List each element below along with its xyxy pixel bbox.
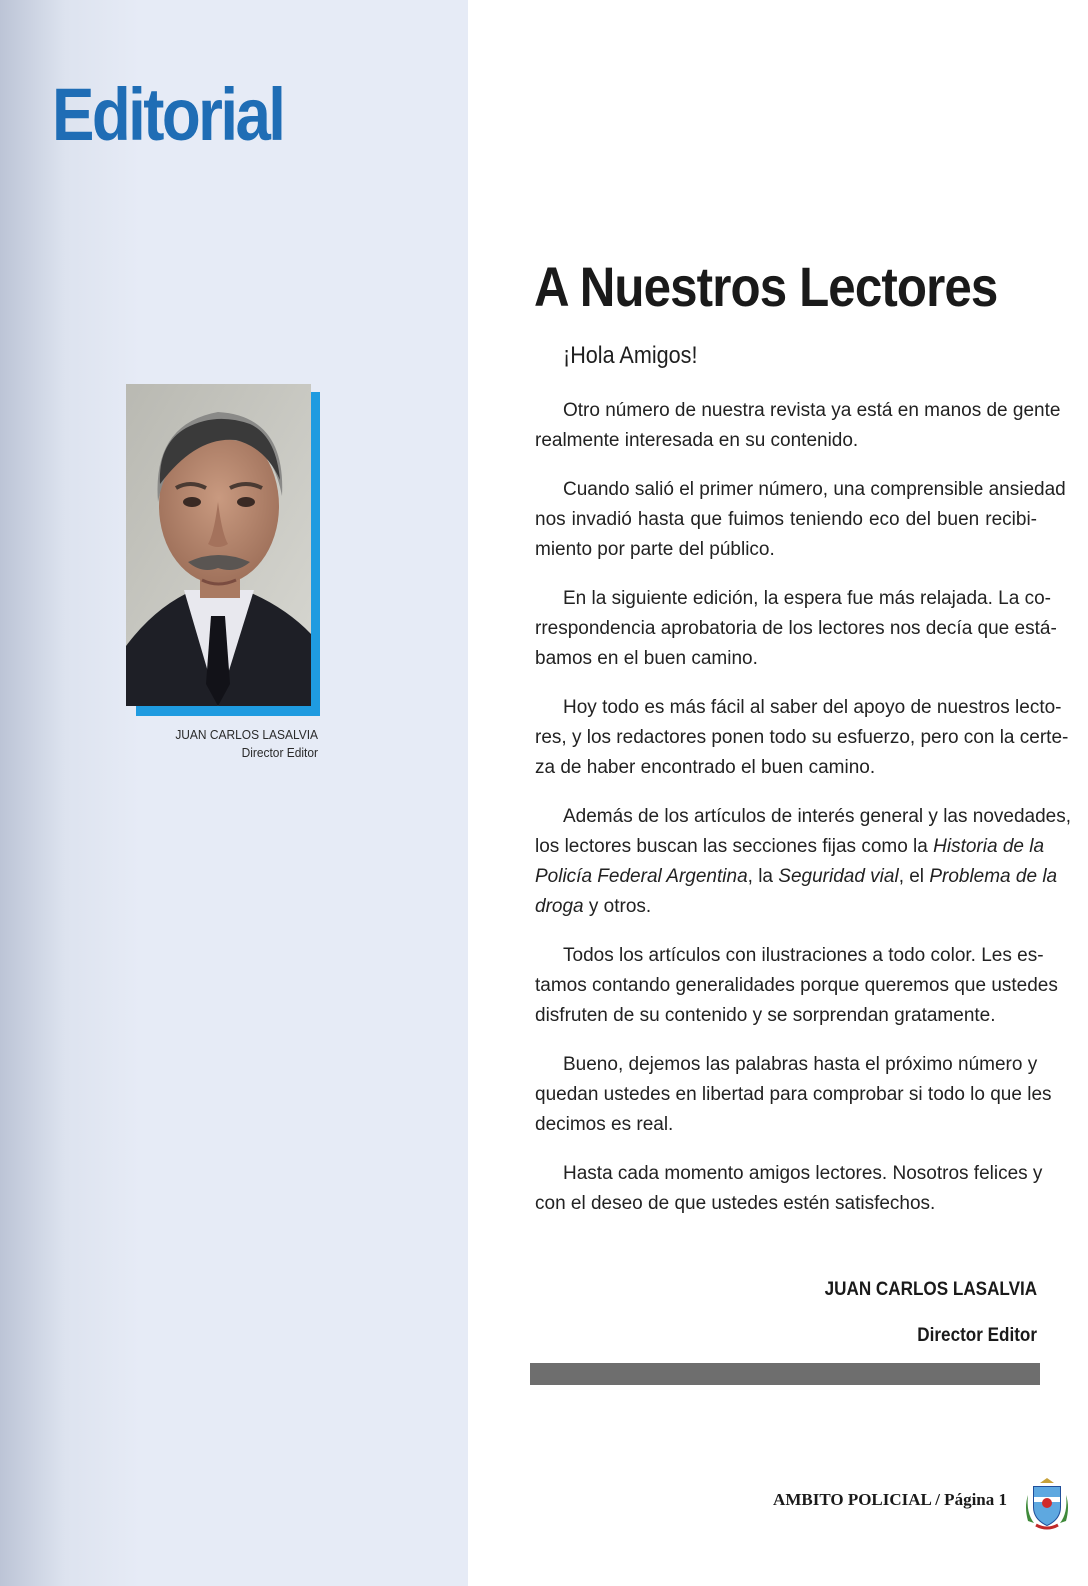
closing-rule — [530, 1363, 1040, 1385]
article-line: miento por parte del público. — [535, 539, 775, 560]
article-line: decimos es real. — [535, 1114, 674, 1135]
portrait-illustration — [126, 384, 311, 706]
article-paragraph — [535, 941, 1058, 1031]
article-paragraph — [535, 802, 1072, 922]
article-paragraph — [535, 1050, 1052, 1140]
article-paragraph — [535, 584, 1057, 674]
caption-name: JUAN CARLOS LASALVIA — [175, 727, 318, 742]
article-line: tamos contando generalidades porque queremos que ustedes — [535, 975, 1058, 996]
article-paragraph — [535, 475, 1066, 565]
article-title: A Nuestros Lectores — [534, 255, 998, 318]
article-paragraph — [535, 396, 1061, 456]
sidebar-panel — [0, 0, 468, 1586]
author-photo — [126, 384, 311, 706]
article-line: disfruten de su contenido y se sorprendan gratamente. — [535, 1005, 996, 1026]
article-line: droga y otros. — [535, 896, 652, 917]
caption-role: Director Editor — [241, 745, 318, 760]
article-line: za de haber encontrado el buen camino. — [535, 757, 876, 778]
article-body — [535, 396, 1072, 1238]
author-photo-frame — [126, 384, 320, 716]
article-line: Otro número de nuestra revista ya está en manos de gente — [563, 400, 1061, 421]
police-crest-icon — [1022, 1477, 1072, 1531]
article-line: con el deseo de que ustedes estén satisfechos. — [535, 1193, 936, 1214]
article-line: Además de los artículos de interés general y las novedades, — [563, 806, 1072, 827]
signature-role: Director Editor — [917, 1325, 1037, 1346]
article-line: Hoy todo es más fácil al saber del apoyo de nuestros lecto- — [563, 697, 1062, 718]
article-line: Bueno, dejemos las palabras hasta el próximo número y — [563, 1054, 1038, 1075]
article-line: los lectores buscan las secciones fijas como la Historia de la — [535, 836, 1045, 857]
signature-name: JUAN CARLOS LASALVIA — [824, 1279, 1037, 1300]
article-line: nos invadió hasta que fuimos teniendo eco del buen recibi- — [535, 509, 1037, 530]
section-title: Editorial — [52, 73, 284, 156]
article-line: Policía Federal Argentina, la Seguridad vial, el Problema de la — [535, 866, 1058, 887]
article-line: En la siguiente edición, la espera fue más relajada. La co- — [563, 588, 1051, 609]
article-line: Hasta cada momento amigos lectores. Nosotros felices y — [563, 1163, 1043, 1184]
article-line: Cuando salió el primer número, una comprensible ansiedad — [563, 479, 1066, 500]
article-line: Todos los artículos con ilustraciones a todo color. Les es- — [563, 945, 1044, 966]
article-line: realmente interesada en su contenido. — [535, 430, 859, 451]
footer-page-label: AMBITO POLICIAL / Página 1 — [773, 1490, 1007, 1509]
article-line: res, y los redactores ponen todo su esfuerzo, pero con la certe- — [535, 727, 1069, 748]
article-line: bamos en el buen camino. — [535, 648, 758, 669]
article-line: quedan ustedes en libertad para comprobar si todo lo que les — [535, 1084, 1052, 1105]
article-paragraph — [535, 693, 1069, 783]
photo-caption — [141, 726, 318, 762]
article-paragraph — [535, 1159, 1043, 1219]
article-line: rrespondencia aprobatoria de los lectores nos decía que está- — [535, 618, 1057, 639]
article-greeting: ¡Hola Amigos! — [563, 342, 698, 369]
